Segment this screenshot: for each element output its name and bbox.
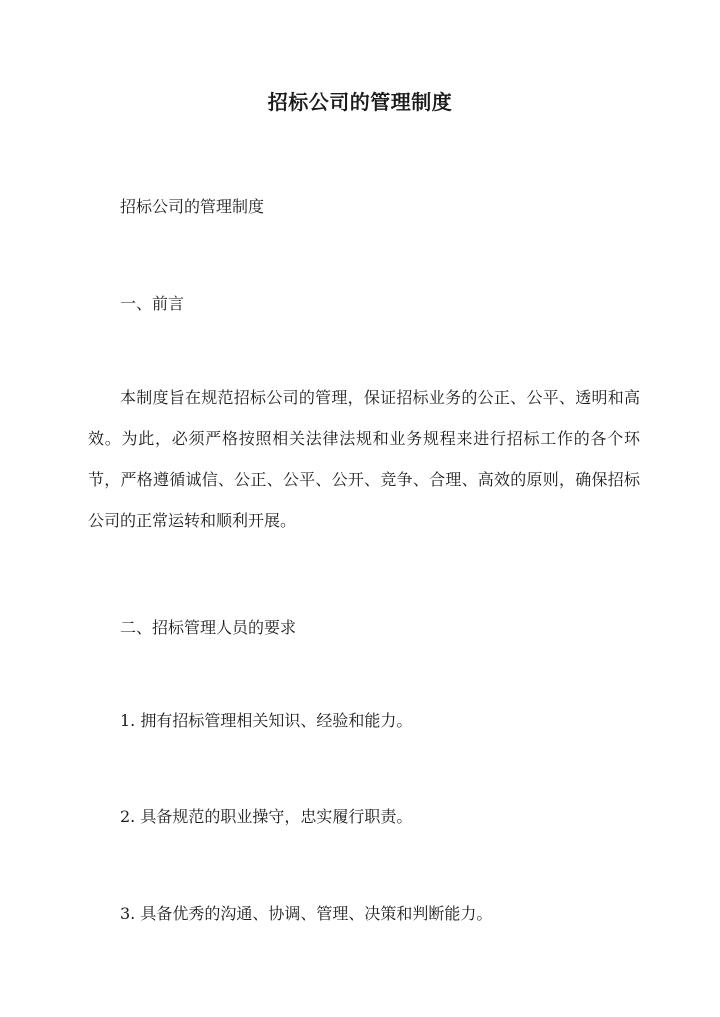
requirement-item-3: 3. 具备优秀的沟通、协调、管理、决策和判断能力。 [120,904,493,923]
requirement-item-2: 2. 具备规范的职业操守，忠实履行职责。 [120,807,413,826]
document-subtitle: 招标公司的管理制度 [120,197,265,216]
document-title: 招标公司的管理制度 [267,90,453,114]
section-heading-preface: 一、前言 [120,294,185,313]
requirement-item-1: 1. 拥有招标管理相关知识、经验和能力。 [120,711,413,730]
section-heading-requirements: 二、招标管理人员的要求 [120,618,297,637]
preface-paragraph: 本制度旨在规范招标公司的管理，保证招标业务的公正、公平、透明和高效。为此，必须严格按照相关法律法规和业务规程来进行招标工作的各个环节，严格遵循诚信、公正、公平、公开、竞争、合理、高效的原则，确保招标公司的正常运转和顺利开展。 [88,388,640,530]
